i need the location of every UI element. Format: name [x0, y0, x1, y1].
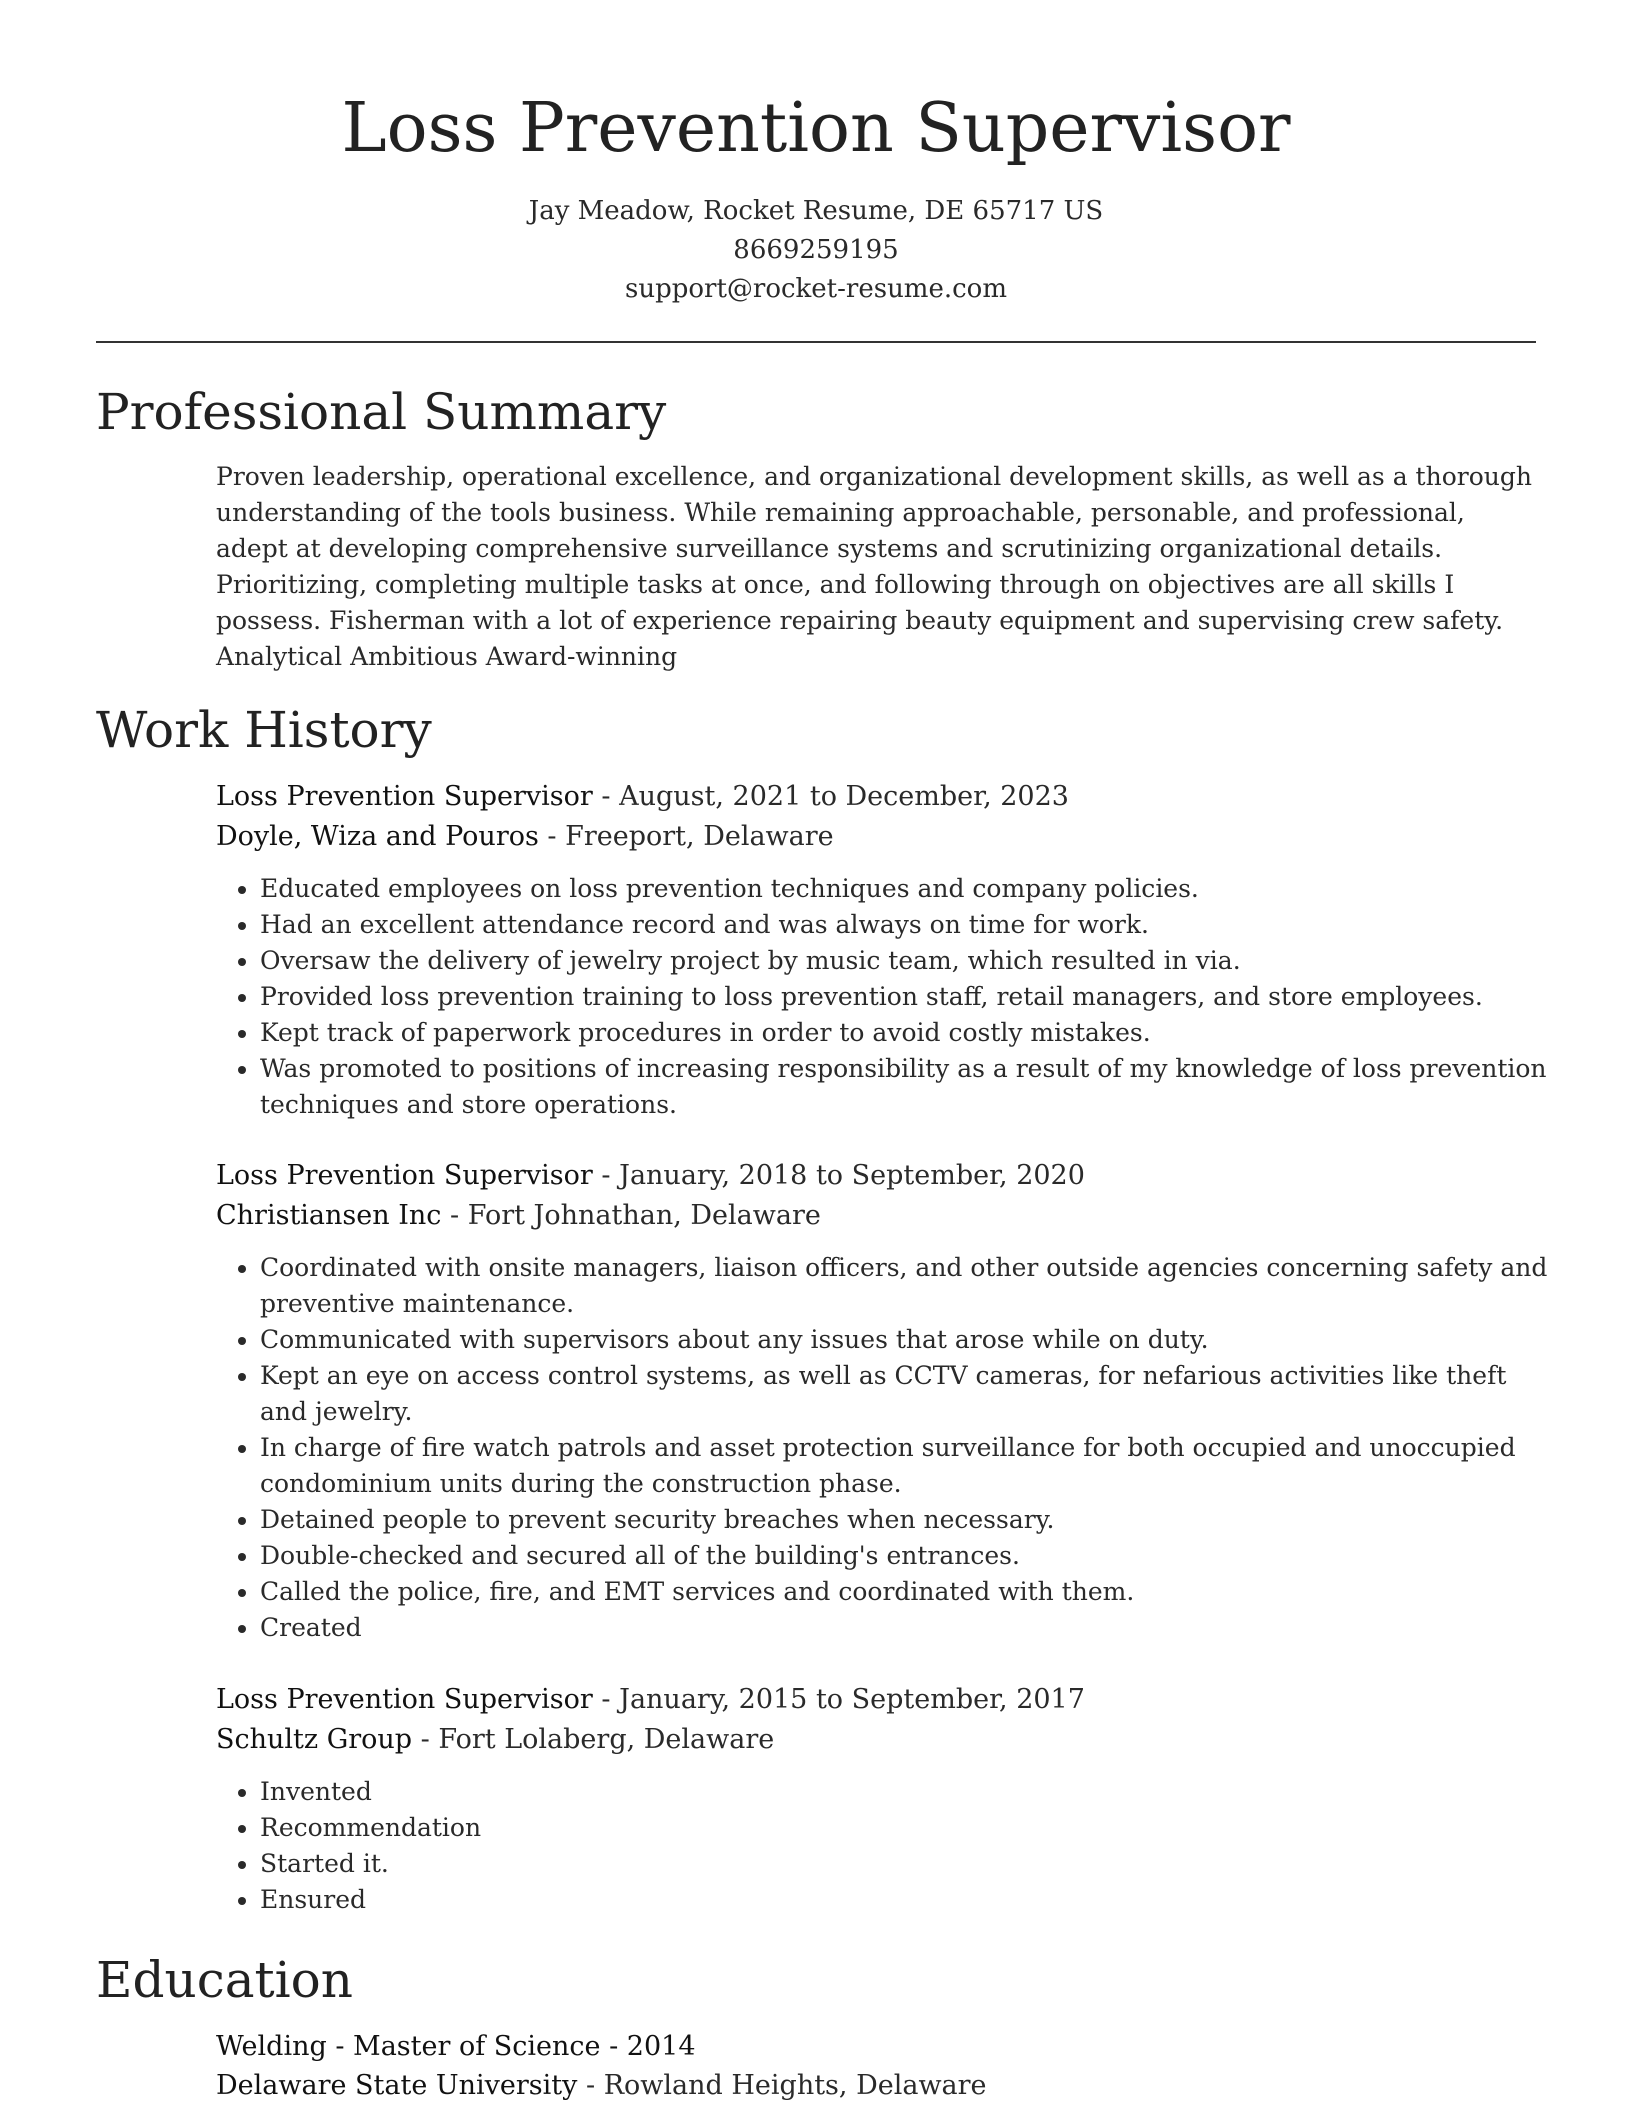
- job-3-title-line: [216, 1680, 1534, 1720]
- list-item: • In charge of fire watch patrols and asset protection surveillance for both occupied and unoccupied condominium units during the construction phase.: [260, 1430, 1560, 1502]
- job-3-location: - Fort Lolaberg, Delaware: [412, 1724, 775, 1755]
- job-2-location: - Fort Johnathan, Delaware: [441, 1200, 821, 1231]
- list-item: • Ensured: [260, 1882, 1560, 1918]
- job-2-company: Christiansen Inc: [216, 1200, 442, 1231]
- list-item: • Created: [260, 1610, 1560, 1646]
- education-school: Delaware State University: [216, 2070, 578, 2101]
- list-item: • Educated employees on loss prevention techniques and company policies.: [260, 871, 1560, 907]
- resume-header: [96, 80, 1536, 309]
- job-1-title: Loss Prevention Supervisor: [216, 781, 593, 812]
- job-3-dates: - January, 2015 to September, 2017: [592, 1684, 1085, 1715]
- contact-phone: 8669259195: [733, 235, 899, 265]
- job-1-title-line: [216, 777, 1534, 817]
- job-1-company: Doyle, Wiza and Pouros: [216, 821, 539, 852]
- education-heading: Education: [96, 1951, 353, 2009]
- list-item: • Detained people to prevent security breaches when necessary.: [260, 1502, 1560, 1538]
- list-item: • Had an excellent attendance record and was always on time for work.: [260, 907, 1560, 943]
- job-2-dates: - January, 2018 to September, 2020: [592, 1160, 1085, 1191]
- list-item: • Invented: [260, 1774, 1560, 1810]
- job-2-company-line: [216, 1196, 1534, 1236]
- job-1-dates: - August, 2021 to December, 2023: [592, 781, 1069, 812]
- job-3-company: Schultz Group: [216, 1724, 413, 1755]
- education-school-line: [216, 2066, 1534, 2106]
- job-2-title-line: [216, 1156, 1534, 1196]
- list-item: • Coordinated with onsite managers, liaison officers, and other outside agencies concerning safety and preventive maintenance.: [260, 1250, 1560, 1322]
- education-degree-text: Welding - Master of Science - 2014: [216, 2031, 696, 2062]
- list-item: • Kept an eye on access control systems, as well as CCTV cameras, for nefarious activities like theft and jewelry.: [260, 1358, 1560, 1430]
- education-location: - Rowland Heights, Delaware: [577, 2070, 987, 2101]
- education-degree: [216, 2027, 1534, 2067]
- job-1-location: - Freeport, Delaware: [538, 821, 834, 852]
- list-item: • Communicated with supervisors about any issues that arose while on duty.: [260, 1322, 1560, 1358]
- job-2-bullets: [216, 1250, 1560, 1646]
- list-item: • Kept track of paperwork procedures in order to avoid costly mistakes.: [260, 1015, 1560, 1051]
- job-3-company-line: [216, 1720, 1534, 1760]
- work-history-heading: Work History: [96, 701, 432, 759]
- list-item: • Was promoted to positions of increasing responsibility as a result of my knowledge of loss prevention techniques and store operations.: [260, 1051, 1560, 1123]
- contact-address: Jay Meadow, Rocket Resume, DE 65717 US: [528, 196, 1104, 226]
- summary-heading: Professional Summary: [96, 383, 667, 441]
- summary-section: [96, 380, 1536, 444]
- job-3-bullets: [216, 1774, 1560, 1918]
- education-section: [96, 1948, 1536, 2012]
- list-item: • Recommendation: [260, 1810, 1560, 1846]
- list-item: • Called the police, fire, and EMT services and coordinated with them.: [260, 1574, 1560, 1610]
- header-divider: [96, 341, 1536, 343]
- job-2-title: Loss Prevention Supervisor: [216, 1160, 593, 1191]
- job-3-title: Loss Prevention Supervisor: [216, 1684, 593, 1715]
- list-item: • Provided loss prevention training to loss prevention staff, retail managers, and store employees.: [260, 979, 1560, 1015]
- job-1-company-line: [216, 817, 1534, 857]
- contact-email: support@rocket-resume.com: [624, 274, 1007, 304]
- list-item: • Started it.: [260, 1846, 1560, 1882]
- job-1-bullets: [216, 871, 1560, 1123]
- summary-text: Proven leadership, operational excellence, and organizational development skills, as well as a thorough understanding of the tools business. While remaining approachable, personable, and professional, adept at developing comprehensive surveillance systems and scrutinizing organizational details. Prioritizing, completing multiple tasks at once, and following through on objectives are all skills I possess. Fisherman with a lot of experience repairing beauty equipment and supervising crew safety. Analytical Ambitious Award-winning: [216, 462, 1532, 671]
- list-item: • Double-checked and secured all of the building's entrances.: [260, 1538, 1560, 1574]
- list-item: • Oversaw the delivery of jewelry project by music team, which resulted in via.: [260, 943, 1560, 979]
- work-history-section: [96, 698, 1536, 762]
- resume-title: Loss Prevention Supervisor: [341, 89, 1291, 168]
